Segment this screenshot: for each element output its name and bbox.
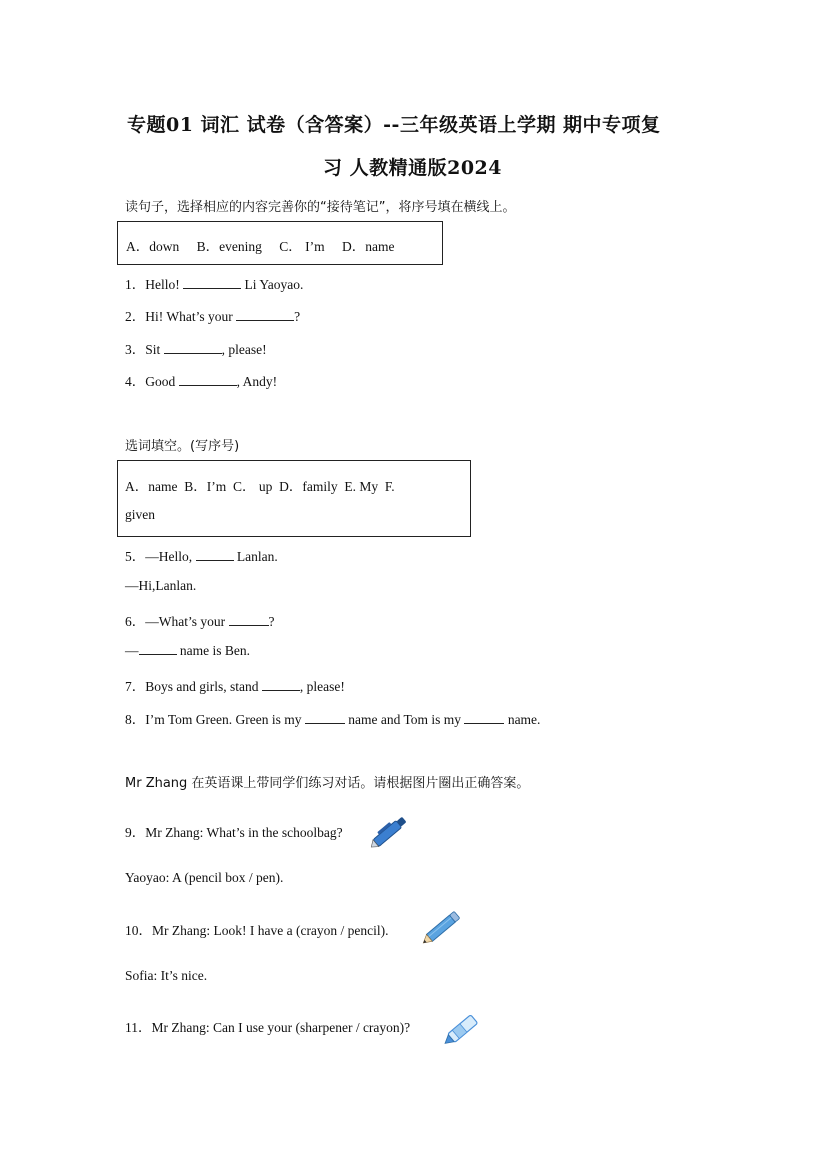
- question-7: 7．Boys and girls, stand , please!: [125, 679, 345, 694]
- option2-d: D．family: [279, 479, 338, 494]
- section1-instruction: 读句子，选择相应的内容完善你的“接待笔记”，将序号填在横线上。: [125, 200, 516, 215]
- section3-instruction: Mr Zhang 在英语课上带同学们练习对话。请根据图片圈出正确答案。: [125, 776, 530, 791]
- answer-blank-3[interactable]: [164, 342, 222, 354]
- question-8: 8．I’m Tom Green. Green is my name and Tom is my name.: [125, 712, 541, 727]
- answer-blank-2[interactable]: [236, 309, 294, 321]
- question-6-reply: — name is Ben.: [125, 643, 250, 658]
- answer-blank-8a[interactable]: [305, 712, 345, 724]
- pen-icon: [366, 810, 414, 854]
- question-5: 5．—Hello, Lanlan.: [125, 549, 278, 564]
- question-9-reply: Yaoyao: A (pencil box / pen).: [125, 870, 284, 885]
- option2-f: F.: [384, 479, 395, 494]
- option2-b: B．I’m: [184, 479, 227, 494]
- answer-blank-6b[interactable]: [139, 643, 177, 655]
- answer-blank-7[interactable]: [262, 679, 300, 691]
- page-title-line2: 习 人教精通版2024: [323, 157, 502, 179]
- question-10: 10．Mr Zhang: Look! I have a (crayon / pencil).: [125, 923, 389, 938]
- section2-options-box: [117, 460, 471, 537]
- question-5-reply: —Hi,Lanlan.: [125, 578, 197, 593]
- page-title-line1: 专题01 词汇 试卷（含答案）--三年级英语上学期 期中专项复: [127, 114, 661, 136]
- crayon-icon: [438, 1006, 488, 1052]
- answer-blank-5[interactable]: [196, 549, 234, 561]
- question-1: 1．Hello! Li Yaoyao.: [125, 277, 304, 292]
- option-a: A．down: [126, 239, 180, 254]
- question-9: 9．Mr Zhang: What’s in the schoolbag?: [125, 825, 343, 840]
- pencil-icon: [417, 906, 467, 950]
- option-d: D．name: [342, 239, 395, 254]
- option2-a: A．name: [125, 479, 178, 494]
- option2-e: E. My: [344, 479, 379, 494]
- answer-blank-8b[interactable]: [464, 712, 504, 724]
- option2-f-word: given: [125, 507, 155, 522]
- option2-c: C． up: [232, 479, 273, 494]
- section2-instruction: 选词填空。(写序号): [125, 439, 240, 454]
- section1-options-box: [117, 221, 443, 265]
- question-3: 3．Sit , please!: [125, 342, 267, 357]
- question-11: 11．Mr Zhang: Can I use your (sharpener / crayon)?: [125, 1020, 411, 1035]
- answer-blank-4[interactable]: [179, 374, 237, 386]
- question-6: 6．—What’s your ?: [125, 614, 275, 629]
- answer-blank-6a[interactable]: [229, 614, 269, 626]
- option-c: C． I’m: [279, 239, 325, 254]
- question-4: 4．Good , Andy!: [125, 374, 278, 389]
- question-2: 2．Hi! What’s your ?: [125, 309, 301, 324]
- question-10-reply: Sofia: It’s nice.: [125, 968, 208, 983]
- option-b: B．evening: [196, 239, 262, 254]
- answer-blank-1[interactable]: [183, 277, 241, 289]
